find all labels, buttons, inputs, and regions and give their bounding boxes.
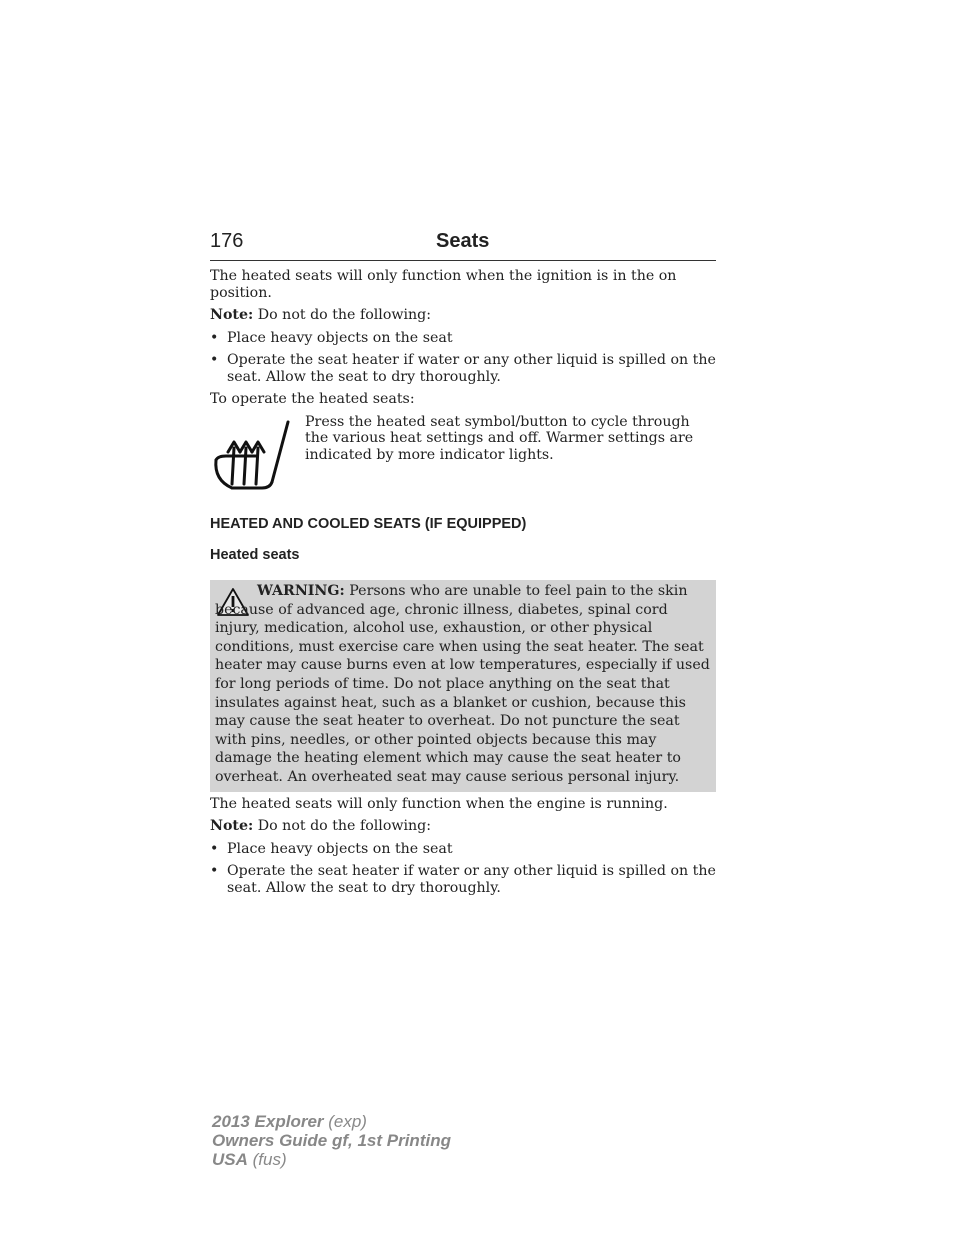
bullet-marker: •: [210, 841, 219, 857]
bullet-text: Operate the seat heater if water or any other liquid is spilled on the seat. Allow the seat to dry thoroughly.: [227, 352, 716, 385]
bullet-marker: •: [210, 352, 219, 368]
page-header: [210, 230, 716, 261]
footer-line-guide: Owners Guide gf, 1st Printing: [212, 1131, 451, 1150]
heated-seat-description: Press the heated seat symbol/button to cycle through the various heat settings and off. Warmer settings are indicated by more indicator lights.: [305, 414, 694, 463]
section-title: Seats: [436, 230, 490, 252]
note-label: Note:: [210, 307, 254, 323]
bullet-text: Place heavy objects on the seat: [227, 841, 453, 857]
bullet-marker: •: [210, 330, 219, 346]
warning-label: WARNING:: [257, 583, 345, 599]
section-heading: HEATED AND COOLED SEATS (IF EQUIPPED): [210, 516, 527, 532]
footer-market: USA: [212, 1150, 248, 1169]
operate-instruction: To operate the heated seats:: [210, 391, 415, 407]
footer-line-market: [212, 1150, 451, 1169]
footer-model: 2013 Explorer: [212, 1112, 324, 1131]
warning-box: [210, 580, 716, 792]
intro-note: [210, 307, 716, 324]
warning-text: [215, 582, 712, 787]
bullet-text: Place heavy objects on the seat: [227, 330, 453, 346]
engine-paragraph: The heated seats will only function when the engine is running.: [210, 796, 668, 812]
section-subheading: Heated seats: [210, 547, 300, 563]
heated-seat-icon: [212, 416, 292, 492]
page-number: 176: [210, 230, 244, 252]
note-text: Do not do the following:: [253, 307, 432, 323]
note-text: Do not do the following:: [253, 818, 432, 834]
warning-body: Persons who are unable to feel pain to the skin because of advanced age, chronic illness, diabetes, spinal cord injury, medication, alcohol use, exhaustion, or other physical conditions, must exercise care when using the seat heater. The seat heater may cause burns even at low temperatures, especially if used for long periods of time. Do not place anything on the seat that insulates against heat, such as a blanket or cushion, because this may cause the seat heater to overheat. Do not puncture the seat with pins, needles, or other pointed objects because this may damage the heating element which may cause the seat heater to overheat. An overheated seat may cause serious personal injury.: [215, 583, 710, 785]
second-note: [210, 818, 716, 835]
note-label: Note:: [210, 818, 254, 834]
footer-model-code: (exp): [323, 1112, 367, 1131]
intro-paragraph: The heated seats will only function when the ignition is in the on position.: [210, 268, 677, 301]
footer: [212, 1112, 451, 1169]
footer-line-model: [212, 1112, 451, 1131]
footer-market-code: (fus): [247, 1150, 287, 1169]
bullet-marker: •: [210, 863, 219, 879]
bullet-text: Operate the seat heater if water or any other liquid is spilled on the seat. Allow the seat to dry thoroughly.: [227, 863, 716, 896]
